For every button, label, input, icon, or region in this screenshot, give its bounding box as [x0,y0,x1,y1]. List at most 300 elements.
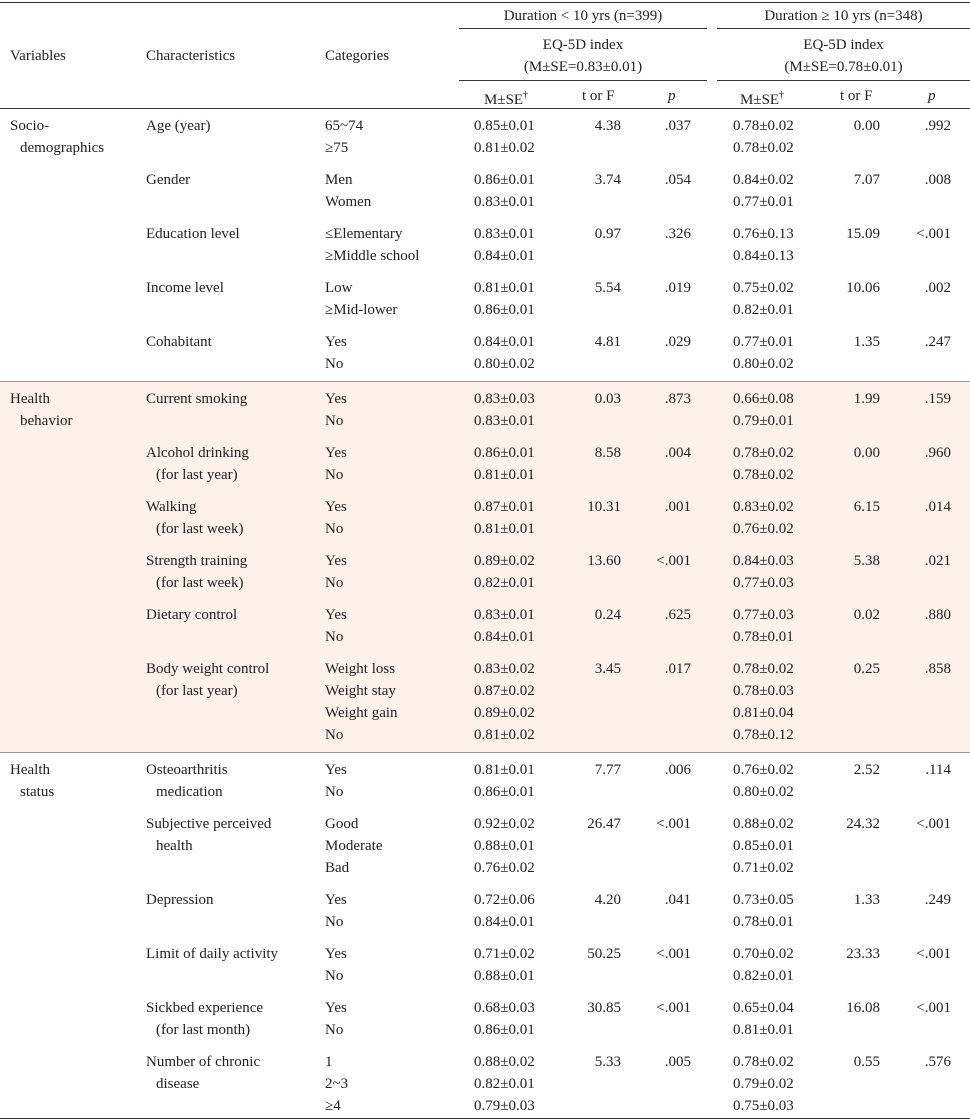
row-mse-group1 [474,388,535,432]
row-mse-group2 [733,223,794,267]
cell-line: 0.78±0.02 [733,118,794,134]
section-name [10,759,54,803]
cell-line: demographics [20,140,105,156]
cell-line: 0.68±0.03 [474,1000,535,1016]
cell-line: 0.88±0.01 [474,838,535,854]
row-p-group1: .004 [664,445,691,461]
cell-line: 0.83±0.01 [474,226,535,242]
row-tf-group2: 0.55 [853,1054,880,1070]
cell-line: 0.87±0.02 [474,683,535,699]
cell-line: Yes [325,946,347,962]
row-mse-group2 [733,331,794,375]
cell-line: 0.81±0.02 [474,140,535,156]
cell-line: 0.75±0.02 [733,280,794,296]
cell-line: 0.82±0.01 [474,575,535,591]
row-mse-group2 [733,1051,794,1117]
cell-line: Alcohol drinking [146,445,249,461]
header-mse-1: M±SE† [484,90,529,108]
row-mse-group2 [733,759,794,803]
header-variables: Variables [10,48,66,64]
header-mse-2: M±SE† [740,90,785,108]
cell-line: Gender [146,172,191,188]
row-mse-group1 [474,115,535,159]
row-tf-group1: 5.33 [594,1054,621,1070]
cell-line: Current smoking [146,391,248,407]
row-tf-group1: 0.24 [594,607,621,623]
section-name [10,115,104,159]
cell-line: Yes [325,334,347,350]
row-characteristic [146,813,271,857]
row-p-group1: <.001 [656,1000,691,1016]
cell-line: No [325,1022,344,1038]
cell-line: Subjective perceived [146,816,272,832]
cell-line: 0.83±0.01 [474,607,535,623]
eq1-underline [459,80,707,81]
row-mse-group1 [474,813,535,879]
cell-line: 0.84±0.03 [733,553,794,569]
row-characteristic [146,1051,260,1095]
row-mse-group1 [474,550,535,594]
row-mse-group2 [733,115,794,159]
cell-line: 0.77±0.01 [733,334,794,350]
row-characteristic [146,658,269,702]
cell-line: Age (year) [146,118,211,134]
cell-line: disease [156,1076,200,1092]
row-mse-group2 [733,997,794,1041]
row-tf-group1: 3.45 [594,661,621,677]
cell-line: 0.70±0.02 [733,946,794,962]
cell-line: No [325,356,344,372]
row-p-group1: <.001 [656,946,691,962]
cell-line: 0.77±0.01 [733,194,794,210]
row-mse-group1 [474,277,535,321]
row-mse-group2 [733,813,794,879]
row-mse-group1 [474,442,535,486]
cell-line: 0.89±0.02 [474,553,535,569]
cell-line: 0.78±0.12 [733,727,794,743]
cell-line: 0.88±0.02 [733,816,794,832]
cell-line: 0.76±0.13 [733,226,794,242]
cell-line: 0.88±0.01 [474,968,535,984]
row-tf-group1: 0.03 [594,391,621,407]
row-mse-group2 [733,604,794,648]
row-tf-group1: 4.38 [594,118,621,134]
cell-line: No [325,914,344,930]
row-characteristic [146,496,243,540]
cell-line: Yes [325,1000,347,1016]
header-eq2-title: EQ-5D index [803,37,884,53]
cell-line: 0.84±0.01 [474,248,535,264]
cell-line: medication [156,784,223,800]
row-mse-group2 [733,658,794,746]
row-p-group1: .037 [664,118,691,134]
row-p-group1: .017 [664,661,691,677]
row-mse-group1 [474,496,535,540]
cell-line: 0.78±0.01 [733,629,794,645]
row-p-group1: .029 [664,334,691,350]
header-characteristics: Characteristics [146,48,236,64]
cell-line: 0.86±0.01 [474,784,535,800]
row-tf-group2: 10.06 [846,280,880,296]
header-tf-2: t or F [840,88,873,104]
cell-line: Yes [325,762,347,778]
cell-line: 0.76±0.02 [733,762,794,778]
cell-line: No [325,575,344,591]
row-categories [325,442,347,486]
cell-line: Number of chronic [146,1054,261,1070]
cell-line: 0.82±0.01 [474,1076,535,1092]
cell-line: 0.81±0.04 [733,705,794,721]
cell-line: ≤Elementary [325,226,403,242]
group1-underline [459,28,707,29]
row-mse-group1 [474,889,535,933]
cell-line: No [325,727,344,743]
cell-line: No [325,968,344,984]
cell-line: 0.78±0.02 [733,467,794,483]
table-bottom-rule [0,1118,970,1119]
cell-line: (for last year) [156,467,238,483]
row-categories [325,658,398,746]
row-tf-group1: 4.20 [594,892,621,908]
cell-line: (for last week) [156,575,244,591]
cell-line: Cohabitant [146,334,212,350]
row-tf-group2: 0.02 [853,607,880,623]
row-categories [325,169,371,213]
cell-line: 0.71±0.02 [474,946,535,962]
section-name [10,388,72,432]
row-tf-group1: 10.31 [587,499,621,515]
row-categories [325,604,347,648]
row-mse-group1 [474,658,535,746]
cell-line: 0.83±0.02 [474,661,535,677]
cell-line: status [20,784,55,800]
cell-line: Education level [146,226,240,242]
row-p-group1: .041 [664,892,691,908]
row-characteristic [146,943,278,965]
row-mse-group2 [733,277,794,321]
row-characteristic [146,442,249,486]
row-categories [325,115,363,159]
row-characteristic [146,759,228,803]
group2-underline [717,28,970,29]
row-p-group2: .992 [924,118,951,134]
row-characteristic [146,169,190,191]
cell-line: No [325,467,344,483]
cell-line: 0.71±0.02 [733,860,794,876]
cell-line: 0.88±0.02 [474,1054,535,1070]
cell-line: 0.92±0.02 [474,816,535,832]
table-top-rule [0,2,970,3]
cell-line: behavior [20,413,73,429]
row-tf-group2: 24.32 [846,816,880,832]
cell-line: 0.65±0.04 [733,1000,794,1016]
cell-line: 0.87±0.01 [474,499,535,515]
cell-line: Yes [325,391,347,407]
cell-line: Low [325,280,353,296]
cell-line: 0.81±0.01 [474,521,535,537]
row-p-group2: <.001 [916,816,951,832]
row-p-group2: .858 [924,661,951,677]
row-tf-group2: 0.00 [853,118,880,134]
row-tf-group1: 7.77 [594,762,621,778]
row-tf-group2: 0.00 [853,445,880,461]
row-tf-group1: 30.85 [587,1000,621,1016]
row-p-group2: .880 [924,607,951,623]
row-tf-group1: 26.47 [587,816,621,832]
cell-line: 0.84±0.13 [733,248,794,264]
cell-line: (for last week) [156,521,244,537]
cell-line: 0.77±0.03 [733,575,794,591]
cell-line: health [156,838,193,854]
cell-line: 0.84±0.01 [474,629,535,645]
row-mse-group2 [733,388,794,432]
cell-line: 0.83±0.03 [474,391,535,407]
row-p-group1: .006 [664,762,691,778]
cell-line: Yes [325,607,347,623]
row-characteristic [146,550,247,594]
cell-line: 0.82±0.01 [733,302,794,318]
cell-line: Men [325,172,353,188]
cell-line: Health [10,391,50,407]
row-categories [325,759,347,803]
row-categories [325,889,347,933]
row-characteristic [146,889,214,911]
row-p-group2: <.001 [916,1000,951,1016]
row-characteristic [146,115,211,137]
cell-line: 0.78±0.02 [733,140,794,156]
cell-line: 0.78±0.02 [733,1054,794,1070]
row-mse-group1 [474,331,535,375]
section-separator [0,752,970,753]
row-tf-group2: 7.07 [853,172,880,188]
cell-line: 0.81±0.01 [474,280,535,296]
cell-line: Body weight control [146,661,270,677]
row-characteristic [146,331,212,353]
header-group2: Duration ≥ 10 yrs (n=348) [764,8,923,24]
row-tf-group2: 6.15 [853,499,880,515]
cell-line: 0.80±0.02 [474,356,535,372]
row-p-group2: .021 [924,553,951,569]
row-characteristic [146,997,263,1041]
cell-line: Health [10,762,50,778]
row-tf-group2: 23.33 [846,946,880,962]
cell-line: 0.81±0.01 [474,467,535,483]
cell-line: 0.79±0.01 [733,413,794,429]
cell-line: 0.81±0.02 [474,727,535,743]
cell-line: 0.73±0.05 [733,892,794,908]
row-p-group2: <.001 [916,946,951,962]
cell-line: 0.78±0.02 [733,661,794,677]
row-p-group2: .114 [925,762,951,778]
row-characteristic [146,604,237,626]
cell-line: 0.81±0.01 [474,762,535,778]
cell-line: 0.79±0.03 [474,1098,535,1114]
header-eq1-mean: (M±SE=0.83±0.01) [523,59,643,75]
row-tf-group1: 5.54 [594,280,621,296]
row-mse-group1 [474,169,535,213]
cell-line: 0.85±0.01 [733,838,794,854]
cell-line: Weight gain [325,705,398,721]
cell-line: 0.84±0.01 [474,334,535,350]
cell-line: No [325,784,344,800]
cell-line: 0.84±0.01 [474,914,535,930]
row-p-group1: .019 [664,280,691,296]
cell-line: Sickbed experience [146,1000,264,1016]
row-tf-group1: 4.81 [594,334,621,350]
cell-line: Yes [325,553,347,569]
header-p-2: p [928,88,936,104]
row-tf-group2: 1.99 [853,391,880,407]
cell-line: Income level [146,280,224,296]
row-tf-group2: 1.33 [853,892,880,908]
row-mse-group1 [474,1051,535,1117]
row-tf-group1: 3.74 [594,172,621,188]
cell-line: ≥4 [325,1098,341,1114]
row-p-group2: .159 [924,391,951,407]
cell-line: 0.76±0.02 [474,860,535,876]
row-mse-group2 [733,550,794,594]
cell-line: 2~3 [325,1076,349,1092]
row-categories [325,943,347,987]
cell-line: Osteoarthritis [146,762,228,778]
header-eq2-mean: (M±SE=0.78±0.01) [784,59,903,75]
cell-line: 0.82±0.01 [733,968,794,984]
cell-line: 0.80±0.02 [733,356,794,372]
header-group1: Duration < 10 yrs (n=399) [503,8,663,24]
row-tf-group1: 13.60 [587,553,621,569]
cell-line: 0.80±0.02 [733,784,794,800]
row-categories [325,388,347,432]
row-tf-group1: 8.58 [594,445,621,461]
cell-line: No [325,629,344,645]
row-p-group1: <.001 [656,553,691,569]
row-characteristic [146,277,224,299]
row-p-group1: .054 [664,172,691,188]
row-tf-group2: 15.09 [846,226,880,242]
cell-line: Good [325,816,359,832]
row-mse-group1 [474,223,535,267]
row-mse-group2 [733,169,794,213]
cell-line: 0.86±0.01 [474,1022,535,1038]
cell-line: 0.81±0.01 [733,1022,794,1038]
row-characteristic [146,388,247,410]
cell-line: 0.66±0.08 [733,391,794,407]
row-mse-group1 [474,604,535,648]
row-categories [325,331,347,375]
row-categories [325,1051,348,1117]
header-categories: Categories [325,48,390,64]
row-mse-group2 [733,496,794,540]
header-tf-1: t or F [582,88,615,104]
cell-line: Walking [146,499,197,515]
cell-line: Weight stay [325,683,396,699]
row-categories [325,550,347,594]
cell-line: 0.75±0.03 [733,1098,794,1114]
cell-line: Yes [325,892,347,908]
cell-line: ≥Mid-lower [325,302,398,318]
cell-line: Socio- [10,118,50,134]
cell-line: ≥75 [325,140,349,156]
cell-line: Bad [325,860,350,876]
row-mse-group2 [733,442,794,486]
cell-line: 0.83±0.01 [474,413,535,429]
cell-line: 0.86±0.01 [474,445,535,461]
row-mse-group2 [733,943,794,987]
row-mse-group2 [733,889,794,933]
cell-line: Yes [325,445,347,461]
cell-line: 0.72±0.06 [474,892,535,908]
cell-line: Limit of daily activity [146,946,279,962]
cell-line: 0.83±0.02 [733,499,794,515]
cell-line: 0.77±0.03 [733,607,794,623]
header-eq1-title: EQ-5D index [542,37,624,53]
cell-line: 0.84±0.02 [733,172,794,188]
row-tf-group2: 2.52 [853,762,880,778]
cell-line: 0.85±0.01 [474,118,535,134]
cell-line: 0.79±0.02 [733,1076,794,1092]
row-p-group1: .625 [664,607,691,623]
row-p-group2: .960 [924,445,951,461]
row-characteristic [146,223,240,245]
cell-line: 1 [325,1054,333,1070]
row-p-group1: .001 [664,499,691,515]
row-tf-group2: 5.38 [853,553,880,569]
cell-line: Depression [146,892,214,908]
header-p-1: p [668,88,676,104]
row-mse-group1 [474,997,535,1041]
cell-line: 0.83±0.01 [474,194,535,210]
row-tf-group1: 0.97 [594,226,621,242]
eq2-underline [717,80,970,81]
cell-line: ≥Middle school [325,248,420,264]
cell-line: Moderate [325,838,383,854]
cell-line: Yes [325,499,347,515]
cell-line: 0.78±0.03 [733,683,794,699]
row-mse-group1 [474,943,535,987]
row-categories [325,223,419,267]
row-p-group2: .249 [924,892,951,908]
row-p-group1: .873 [664,391,691,407]
cell-line: 65~74 [325,118,364,134]
cell-line: Women [325,194,372,210]
row-p-group2: .014 [924,499,951,515]
row-p-group2: .002 [924,280,951,296]
cell-line: 0.78±0.01 [733,914,794,930]
cell-line: (for last month) [156,1022,251,1038]
row-p-group2: .576 [924,1054,951,1070]
cell-line: No [325,413,344,429]
row-p-group2: .008 [924,172,951,188]
cell-line: Weight loss [325,661,396,677]
cell-line: 0.86±0.01 [474,172,535,188]
row-tf-group2: 0.25 [853,661,880,677]
cell-line: 0.89±0.02 [474,705,535,721]
cell-line: No [325,521,344,537]
cell-line: 0.78±0.02 [733,445,794,461]
row-categories [325,277,397,321]
cell-line: 0.76±0.02 [733,521,794,537]
row-categories [325,813,382,879]
cell-line: 0.86±0.01 [474,302,535,318]
row-tf-group2: 1.35 [853,334,880,350]
cell-line: Dietary control [146,607,238,623]
row-categories [325,496,347,540]
row-p-group1: <.001 [656,816,691,832]
cell-line: (for last year) [156,683,238,699]
row-tf-group2: 16.08 [846,1000,880,1016]
cell-line: Strength training [146,553,248,569]
row-mse-group1 [474,759,535,803]
